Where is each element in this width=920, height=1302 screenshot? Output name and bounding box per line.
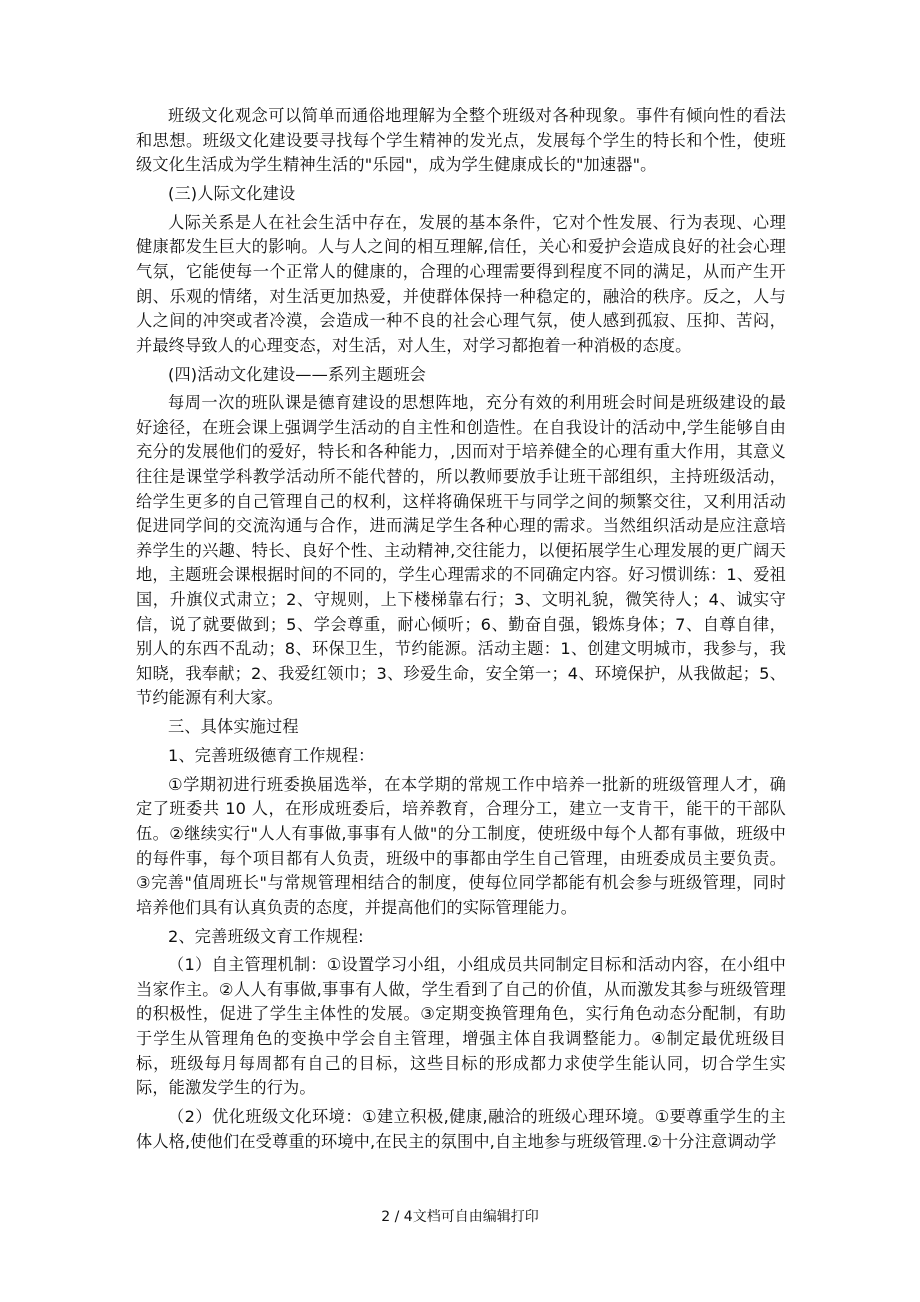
- heading-culture-education-rules: 2、完善班级文育工作规程:: [168, 926, 364, 946]
- heading-moral-education-rules: 1、完善班级德育工作规程：: [168, 745, 375, 765]
- paragraph-interpersonal-relations: 人际关系是人在社会生活中存在，发展的基本条件，它对个性发展、行为表现、心理健康都发生巨大的影响。人与人之间的相互理解,信任，关心和爱护会造成良好的社会心理气氛，它能使每一个正常人的健康的，合理的心理需要得到程度不同的满足，从而产生开朗、乐观的情绪，对生活更加热爱，并使群体保持一种稳定的，融洽的秩序。反之，人与人之间的冲突或者冷漠，会造成一种不良的社会心理气氛，使人感到孤寂、压抑、苦闷，并最终导致人的心理变态，对生活，对人生，对学习都抱着一种消极的态度。: [136, 212, 786, 355]
- paragraph-class-committee: ①学期初进行班委换届选举，在本学期的常规工作中培养一批新的班级管理人才，确定了班委共 10 人，在形成班委后，培养教育，合理分工，建立一支肯干，能干的干部队伍。②继续实行"人人有事做,事事有人做"的分工制度，使班级中每个人都有事做，班级中的每件事，每个项目都有人负责，班级中的事都由学生自己管理，由班委成员主要负责。③完善"值周班长"与常规管理相结合的制度，使每位同学都能有机会参与班级管理，同时培养他们具有认真负责的态度，并提高他们的实际管理能力。: [136, 774, 786, 917]
- document-body: [136, 104, 786, 1158]
- page-footer: 2 / 4文档可自由编辑打印: [381, 1209, 539, 1225]
- paragraph-self-management: （1）自主管理机制：①设置学习小组，小组成员共同制定目标和活动内容，在小组中当家作主。②人人有事做,事事有人做，学生看到了自己的价值，从而激发其参与班级管理的积极性，促进了学生主体性的发展。③定期变换管理角色，实行角色动态分配制，有助于学生从管理角色的变换中学会自主管理，增强主体自我调整能力。④制定最优班级目标，班级每月每周都有自己的目标，这些目标的形成都力求使学生能认同，切合学生实际，能激发学生的行为。: [136, 955, 786, 1098]
- heading-implementation: 三、具体实施过程: [168, 717, 299, 737]
- paragraph-optimize-environment: （2）优化班级文化环境：①建立积极,健康,融洽的班级心理环境。①要尊重学生的主体人格,使他们在受尊重的环境中,在民主的氛围中,自主地参与班级管理.②十分注意调动学: [136, 1107, 786, 1151]
- heading-activity-culture: (四)活动文化建设——系列主题班会: [168, 364, 426, 384]
- heading-interpersonal-culture: (三)人际文化建设: [168, 183, 296, 203]
- paragraph-class-meeting: 每周一次的班队课是德育建设的思想阵地，充分有效的利用班会时间是班级建设的最好途径，在班会课上强调学生活动的自主性和创造性。在自我设计的活动中,学生能够自由充分的发展他们的爱好，特长和各种能力，,因而对于培养健全的心理有重大作用，其意义往往是课堂学科教学活动所不能代替的，所以教师要放手让班干部组织，主持班级活动，给学生更多的自己管理自己的权利，这样将确保班干与同学之间的频繁交往，又利用活动促进同学间的交流沟通与合作，进而满足学生各种心理的需求。当然组织活动是应注意培养学生的兴趣、特长、良好个性、主动精神,交往能力，以便拓展学生心理发展的更广阔天地，主题班会课根据时间的不同的，学生心理需求的不同确定内容。好习惯训练：1、爱祖国，升旗仪式肃立；2、守规则，上下楼梯靠右行；3、文明礼貌，微笑待人；4、诚实守信，说了就要做到；5、学会尊重，耐心倾听；6、勤奋自强，锻炼身体；7、自尊自律，别人的东西不乱动；8、环保卫生，节约能源。活动主题：1、创建文明城市，我参与，我知晓，我奉献；2、我爱红领巾；3、珍爱生命，安全第一；4、环境保护，从我做起；5、节约能源有利大家。: [136, 393, 786, 708]
- paragraph-class-culture-concept: 班级文化观念可以简单而通俗地理解为全整个班级对各种现象。事件有倾向性的看法和思想。班级文化建设要寻找每个学生精神的发光点，发展每个学生的特长和个性，使班级文化生活成为学生精神生活的"乐园"，成为学生健康成长的"加速器"。: [136, 106, 786, 175]
